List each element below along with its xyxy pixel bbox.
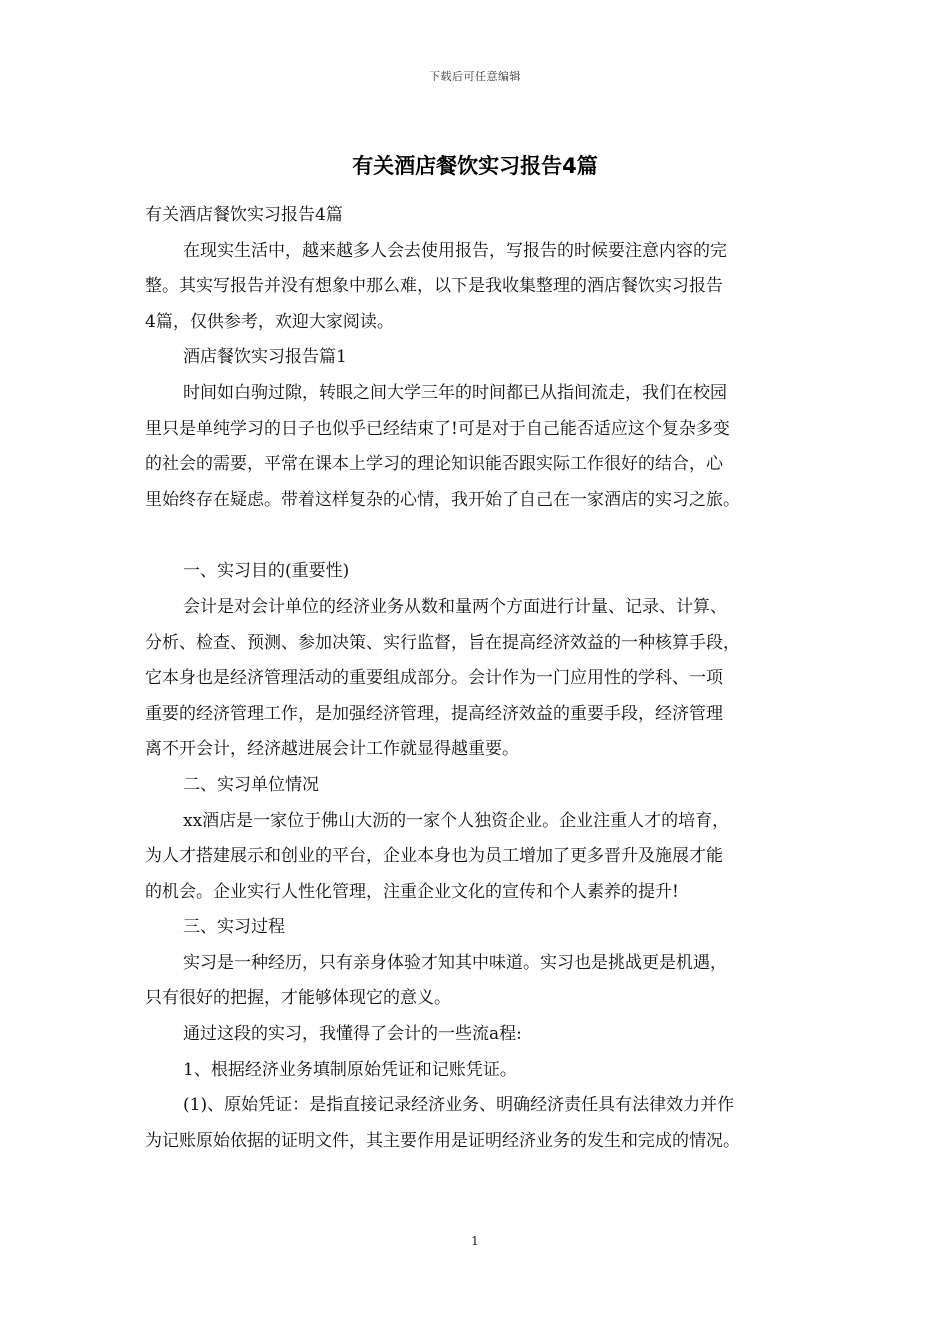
paragraph-line: xx酒店是一家位于佛山大沥的一家个人独资企业。企业注重人才的培育， — [183, 810, 730, 831]
paragraph-line: 为人才搭建展示和创业的平台，企业本身也为员工增加了更多晋升及施展才能 — [145, 846, 723, 867]
section-heading: 酒店餐饮实习报告篇1 — [183, 347, 347, 368]
paragraph-line: 只有很好的把握，才能够体现它的意义。 — [145, 988, 451, 1009]
paragraph-line: 里只是单纯学习的日子也似乎已经结束了!可是对于自己能否适应这个复杂多变 — [145, 418, 730, 439]
paragraph-line: 离不开会计，经济越进展会计工作就显得越重要。 — [145, 739, 519, 760]
paragraph-line: 时间如白驹过隙，转眼之间大学三年的时间都已从指间流走，我们在校园 — [183, 382, 727, 403]
paragraph-line: 会计是对会计单位的经济业务从数和量两个方面进行计量、记录、计算、 — [183, 596, 727, 617]
paragraph-line: 的机会。企业实行人性化管理，注重企业文化的宣传和个人素养的提升! — [145, 881, 679, 902]
paragraph-line: 为记账原始依据的证明文件，其主要作用是证明经济业务的发生和完成的情况。 — [145, 1130, 740, 1151]
paragraph-line: 实习是一种经历，只有亲身体验才知其中味道。实习也是挑战更是机遇， — [183, 952, 727, 973]
section-heading: 二、实习单位情况 — [183, 774, 319, 795]
paragraph-line: 里始终存在疑虑。带着这样复杂的心情，我开始了自己在一家酒店的实习之旅。 — [145, 489, 740, 510]
paragraph-line: 4篇，仅供参考，欢迎大家阅读。 — [145, 311, 394, 332]
document-body — [145, 198, 807, 1159]
list-item: (1)、原始凭证：是指直接记录经济业务、明确经济责任具有法律效力并作 — [183, 1095, 735, 1116]
paragraph-line: 它本身也是经济管理活动的重要组成部分。会计作为一门应用性的学科、一项 — [145, 668, 723, 689]
paragraph-line: 的社会的需要，平常在课本上学习的理论知识能否跟实际工作很好的结合，心 — [145, 454, 723, 475]
blank-line — [145, 518, 807, 554]
section-heading: 三、实习过程 — [183, 917, 285, 938]
paragraph-line: 分析、检查、预测、参加决策、实行监督，旨在提高经济效益的一种核算手段， — [145, 632, 740, 653]
paragraph-line: 在现实生活中，越来越多人会去使用报告，写报告的时候要注意内容的完 — [183, 240, 727, 261]
list-item: 1、根据经济业务填制原始凭证和记账凭证。 — [183, 1059, 517, 1080]
paragraph-line: 整。其实写报告并没有想象中那么难，以下是我收集整理的酒店餐饮实习报告 — [145, 276, 723, 297]
paragraph-line: 重要的经济管理工作，是加强经济管理，提高经济效益的重要手段，经济管理 — [145, 703, 723, 724]
section-heading: 一、实习目的(重要性) — [183, 561, 350, 582]
document-title: 有关酒店餐饮实习报告4篇 — [352, 154, 598, 178]
subtitle-line: 有关酒店餐饮实习报告4篇 — [145, 205, 343, 225]
paragraph-line: 通过这段的实习，我懂得了会计的一些流a程: — [183, 1024, 522, 1045]
page-number: 1 — [471, 1234, 479, 1248]
header-note: 下载后可任意编辑 — [429, 70, 521, 83]
